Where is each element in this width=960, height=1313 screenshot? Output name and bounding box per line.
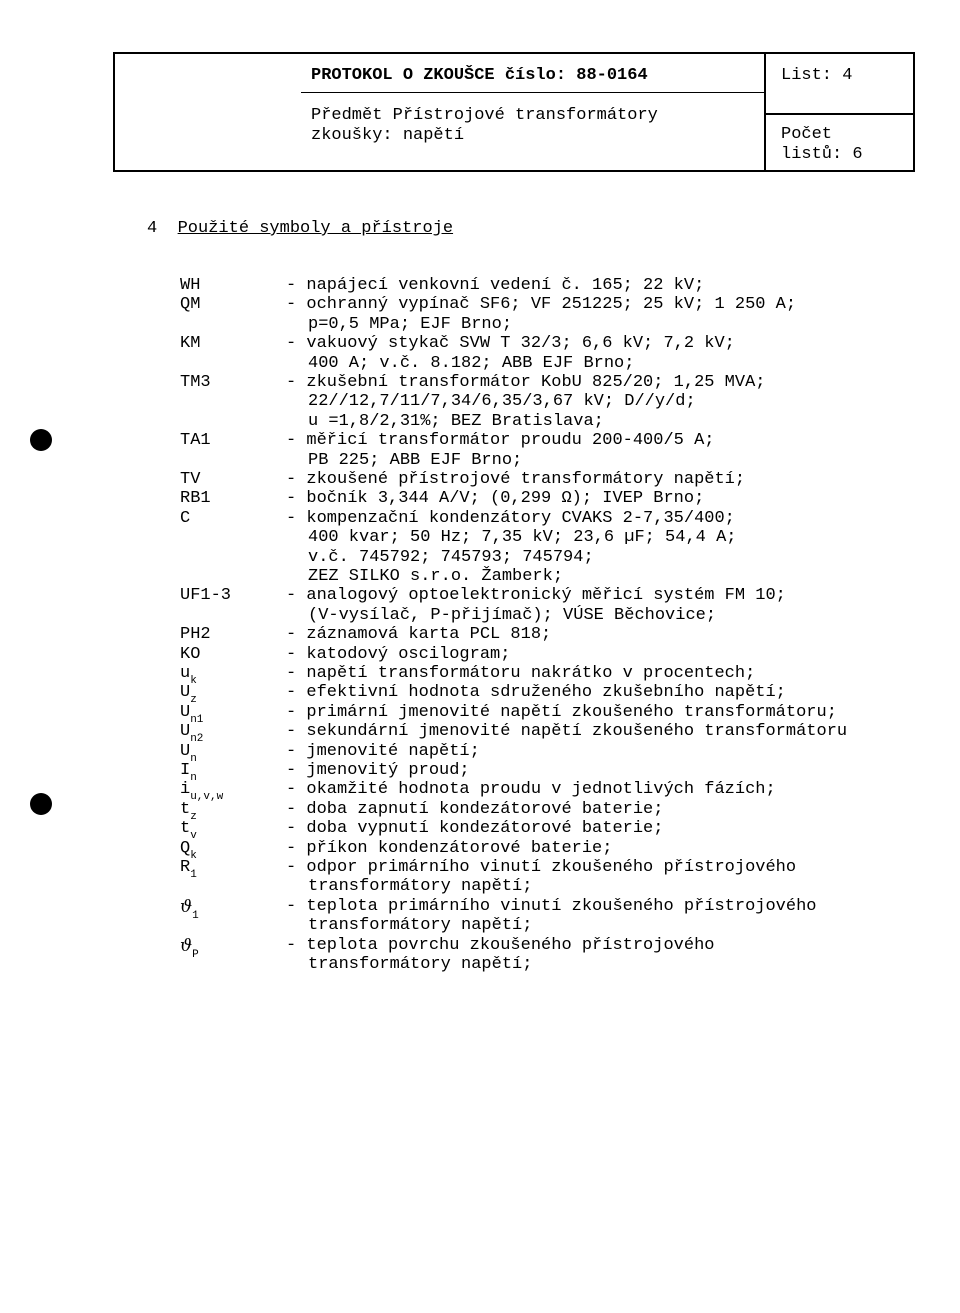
symbol-code [180, 334, 200, 354]
symbol-subscript: u,v,w [190, 791, 224, 804]
symbol-description: PB 225; ABB EJF Brno; [308, 450, 523, 470]
punch-hole [30, 429, 52, 451]
symbol-description: 400 A; v.č. 8.182; ABB EJF Brno; [308, 353, 635, 373]
symbol-description: - napájecí venkovní vedení č. 165; 22 kV; [286, 276, 705, 295]
symbol-description: - sekundární jmenovité napětí zkoušeného transformátoru [286, 722, 848, 742]
symbol-letter: KO [180, 644, 201, 664]
symbol-description: ZEZ SILKO s.r.o. Žamberk; [308, 567, 564, 586]
symbol-description: transformátory napětí; [308, 877, 533, 897]
section-heading [147, 219, 453, 238]
symbol-code [180, 470, 200, 490]
symbol-description: - efektivní hodnota sdruženého zkušebního napětí; [286, 683, 786, 703]
symbol-description: - jmenovité napětí; [286, 741, 480, 761]
symbol-description: - doba vypnutí kondezátorové baterie; [286, 819, 664, 839]
symbol-description: - katodový oscilogram; [286, 644, 511, 664]
symbol-letter: QM [180, 295, 201, 315]
symbol-code [180, 276, 200, 296]
symbol-code [180, 489, 211, 509]
symbol-description: - vakuový stykač SVW T 32/3; 6,6 kV; 7,2 kV; [286, 334, 735, 354]
symbol-letter: ϑ [180, 896, 193, 917]
symbol-description: - teplota primárního vinutí zkoušeného přístrojového [286, 896, 817, 916]
symbol-letter: UF1-3 [180, 586, 232, 606]
section-title: Použité symboly a přístroje [177, 219, 454, 238]
symbol-letter: TM3 [180, 373, 211, 392]
symbol-description: 400 kvar; 50 Hz; 7,35 kV; 23,6 µF; 54,4 A; [308, 528, 737, 548]
symbol-description: - jmenovitý proud; [286, 761, 470, 780]
symbol-subscript: 1 [192, 909, 199, 922]
symbol-code [180, 761, 197, 782]
symbol-description: 22//12,7/11/7,34/6,35/3,67 kV; D//y/d; [308, 392, 696, 412]
header-box [113, 52, 915, 172]
symbol-letter: TV [180, 470, 201, 489]
symbol-code [180, 858, 197, 879]
punch-hole [30, 793, 52, 815]
subject-line-2: zkoušky: napětí [311, 126, 465, 145]
symbol-description: - ochranný vypínač SF6; VF 251225; 25 kV; 1 250 A; [286, 295, 797, 315]
symbol-description: p=0,5 MPa; EJF Brno; [308, 314, 513, 334]
symbol-letter: U [180, 741, 191, 761]
sheet-count: listů: 6 [781, 145, 863, 164]
symbol-letter: WH [180, 276, 201, 295]
symbol-description: - záznamová karta PCL 818; [286, 625, 552, 645]
symbol-subscript: z [190, 810, 197, 823]
symbol-code [180, 742, 197, 763]
symbol-code [180, 664, 197, 685]
symbol-letter: KM [180, 334, 201, 354]
symbol-letter: t [180, 799, 191, 819]
sheet-count-label: Počet [781, 125, 833, 144]
symbol-letter: PH2 [180, 625, 211, 645]
symbol-code [180, 839, 197, 860]
symbol-code [180, 897, 199, 920]
symbol-letter: I [180, 761, 191, 780]
symbol-subscript: n [190, 772, 197, 784]
symbol-code [180, 625, 211, 645]
symbol-code [180, 819, 197, 843]
symbol-code [180, 703, 203, 724]
symbol-description: - primární jmenovité napětí zkoušeného transformátoru; [286, 702, 837, 722]
symbol-letter: i [180, 780, 191, 800]
symbol-description: transformátory napětí; [308, 955, 533, 974]
symbol-description: - okamžité hodnota proudu v jednotlivých fázích; [286, 780, 776, 800]
symbol-code [180, 431, 211, 451]
sheet-number: List: 4 [781, 66, 853, 85]
symbol-description: - zkoušené přístrojové transformátory napětí; [286, 470, 746, 489]
symbol-letter: R [180, 858, 191, 877]
symbol-code [180, 780, 224, 804]
header-rule [301, 92, 764, 93]
symbol-letter: U [180, 702, 191, 722]
symbol-description: - odpor primárního vinutí zkoušeného přístrojového [286, 858, 797, 877]
symbol-letter: u [180, 664, 191, 683]
symbol-description: - analogový optoelektronický měřicí systém FM 10; [286, 586, 786, 606]
symbol-letter: TA1 [180, 431, 211, 451]
symbol-description: (V-vysílač, P-přijímač); VÚSE Běchovice; [308, 605, 717, 625]
symbol-code [180, 936, 199, 959]
section-number: 4 [147, 219, 158, 238]
symbol-subscript: n2 [190, 733, 204, 746]
symbol-description: - měřicí transformátor proudu 200-400/5 A; [286, 431, 715, 451]
symbol-subscript: P [192, 948, 199, 961]
protocol-title: PROTOKOL O ZKOUŠCE číslo: 88-0164 [311, 66, 648, 85]
header-rule-right [766, 113, 913, 115]
symbol-subscript: v [190, 830, 197, 843]
symbol-letter: U [180, 683, 191, 703]
symbol-code [180, 645, 200, 665]
symbol-description: - doba zapnutí kondezátorové baterie; [286, 799, 664, 819]
symbol-letter: Q [180, 838, 191, 858]
symbol-subscript: 1 [190, 869, 197, 881]
symbol-description: - příkon kondenzátorové baterie; [286, 838, 613, 858]
symbol-description: - kompenzační kondenzátory CVAKS 2-7,35/400; [286, 508, 735, 528]
symbol-code [180, 586, 231, 606]
symbol-code [180, 509, 190, 529]
symbol-letter: C [180, 508, 191, 528]
symbol-letter: ϑ [180, 935, 193, 956]
symbol-subscript: k [190, 675, 197, 687]
symbol-code [180, 800, 197, 821]
symbol-description: - bočník 3,344 A/V; (0,299 Ω); IVEP Brno; [286, 489, 705, 509]
symbol-subscript: n1 [190, 713, 204, 726]
symbol-description: u =1,8/2,31%; BEZ Bratislava; [308, 411, 604, 431]
symbol-subscript: k [190, 849, 197, 862]
symbol-letter: t [180, 819, 191, 839]
symbol-description: transformátory napětí; [308, 916, 533, 936]
symbol-description: v.č. 745792; 745793; 745794; [308, 547, 594, 567]
symbol-letter: RB1 [180, 489, 211, 509]
symbol-subscript: z [190, 694, 197, 707]
subject-line-1: Předmět Přístrojové transformátory [311, 106, 658, 125]
header-divider [764, 54, 766, 170]
symbol-code [180, 373, 211, 393]
symbol-description: - teplota povrchu zkoušeného přístrojového [286, 935, 715, 955]
symbol-code [180, 295, 200, 315]
symbol-code [180, 722, 204, 746]
symbol-description: - zkušební transformátor KobU 825/20; 1,25 MVA; [286, 373, 766, 392]
symbol-letter: U [180, 722, 191, 742]
symbol-code [180, 683, 197, 707]
symbol-subscript: n [190, 752, 197, 765]
symbol-description: - napětí transformátoru nakrátko v procentech; [286, 664, 756, 683]
